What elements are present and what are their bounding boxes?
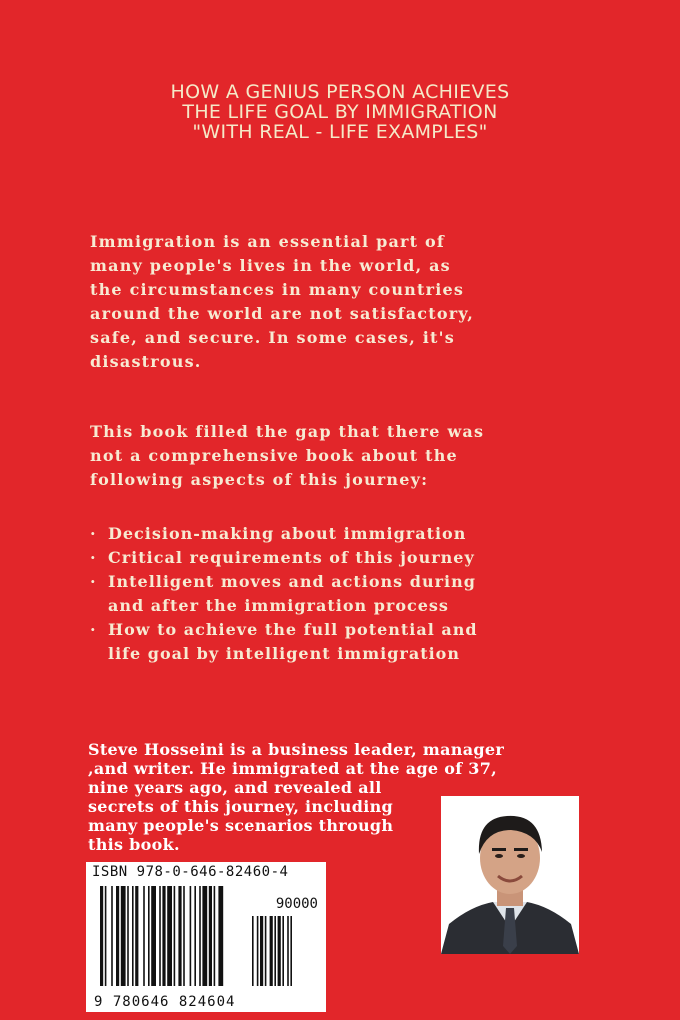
barcode-bar <box>214 886 216 986</box>
barcode-bar <box>282 916 284 986</box>
barcode-bar <box>270 916 273 986</box>
intro-paragraph <box>90 230 570 374</box>
author-line: this book. <box>88 835 180 854</box>
barcode-bar <box>151 886 156 986</box>
barcode-bar <box>274 916 276 986</box>
barcode-bar <box>278 916 281 986</box>
barcode-bar <box>100 886 103 986</box>
barcode-bar <box>265 916 267 986</box>
barcode-bar <box>135 886 138 986</box>
author-line: Steve Hosseini is a business leader, manager <box>88 740 505 759</box>
barcode-bar <box>183 886 185 986</box>
intro-line: Immigration is an essential part of <box>90 232 445 251</box>
author-portrait-icon <box>441 796 579 954</box>
author-line: nine years ago, and revealed all <box>88 778 382 797</box>
author-line: ,and writer. He immigrated at the age of 37, <box>88 759 498 778</box>
list-item <box>88 618 588 666</box>
isbn-barcode <box>86 862 326 1012</box>
list-item <box>88 570 588 618</box>
isbn-number: ISBN 978-0-646-82460-4 <box>92 864 289 880</box>
barcode-bar <box>290 916 292 986</box>
barcode-bar <box>190 886 192 986</box>
barcode-bar <box>148 886 150 986</box>
barcode-bar <box>194 886 196 986</box>
author-line: secrets of this journey, including <box>88 797 394 816</box>
list-item-text: Decision-making about immigration <box>108 524 467 543</box>
book-title <box>80 82 600 142</box>
list-item <box>88 522 588 546</box>
barcode-bar <box>178 886 181 986</box>
barcode-bar <box>174 886 176 986</box>
list-item-text: life goal by intelligent immigration <box>108 644 460 663</box>
barcode-icon <box>86 862 326 1012</box>
title-line-2: THE LIFE GOAL BY IMMIGRATION <box>182 101 498 123</box>
barcode-bar <box>252 916 254 986</box>
author-photo <box>441 796 579 954</box>
gap-line: not a comprehensive book about the <box>90 446 458 465</box>
intro-line: safe, and secure. In some cases, it's <box>90 328 455 347</box>
intro-line: many people's lives in the world, as <box>90 256 451 275</box>
gap-line: This book filled the gap that there was <box>90 422 485 441</box>
price-code: 90000 <box>275 896 318 912</box>
list-item <box>88 546 588 570</box>
intro-line: disastrous. <box>90 352 202 371</box>
aspects-list <box>88 522 588 666</box>
barcode-bar <box>105 886 107 986</box>
barcode-bar <box>132 886 134 986</box>
barcode-bar <box>111 886 113 986</box>
intro-line: around the world are not satisfactory, <box>90 304 475 323</box>
barcode-bar <box>159 886 161 986</box>
barcode-bar <box>143 886 145 986</box>
gap-line: following aspects of this journey: <box>90 470 429 489</box>
barcode-bar <box>202 886 207 986</box>
barcode-bar <box>167 886 172 986</box>
barcode-bar <box>209 886 212 986</box>
barcode-bar <box>121 886 126 986</box>
barcode-bar <box>218 886 223 986</box>
list-item-text: · How to achieve the full potential and <box>108 620 478 639</box>
barcode-bar <box>199 886 201 986</box>
gap-paragraph <box>90 420 570 492</box>
barcode-bar <box>116 886 119 986</box>
title-line-3: "WITH REAL - LIFE EXAMPLES" <box>192 121 488 143</box>
barcode-bar <box>127 886 129 986</box>
barcode-bar <box>257 916 259 986</box>
title-line-1: HOW A GENIUS PERSON ACHIEVES <box>170 81 510 103</box>
list-item-text: and after the immigration process <box>108 596 449 615</box>
intro-line: the circumstances in many countries <box>90 280 465 299</box>
barcode-bar <box>162 886 165 986</box>
author-line: many people's scenarios through <box>88 816 394 835</box>
list-item-text: · Intelligent moves and actions during <box>108 572 476 591</box>
barcode-bar <box>287 916 289 986</box>
ean-digits: 9 780646 824604 <box>94 994 236 1010</box>
barcode-bar <box>260 916 263 986</box>
list-item-text: Critical requirements of this journey <box>108 548 475 567</box>
